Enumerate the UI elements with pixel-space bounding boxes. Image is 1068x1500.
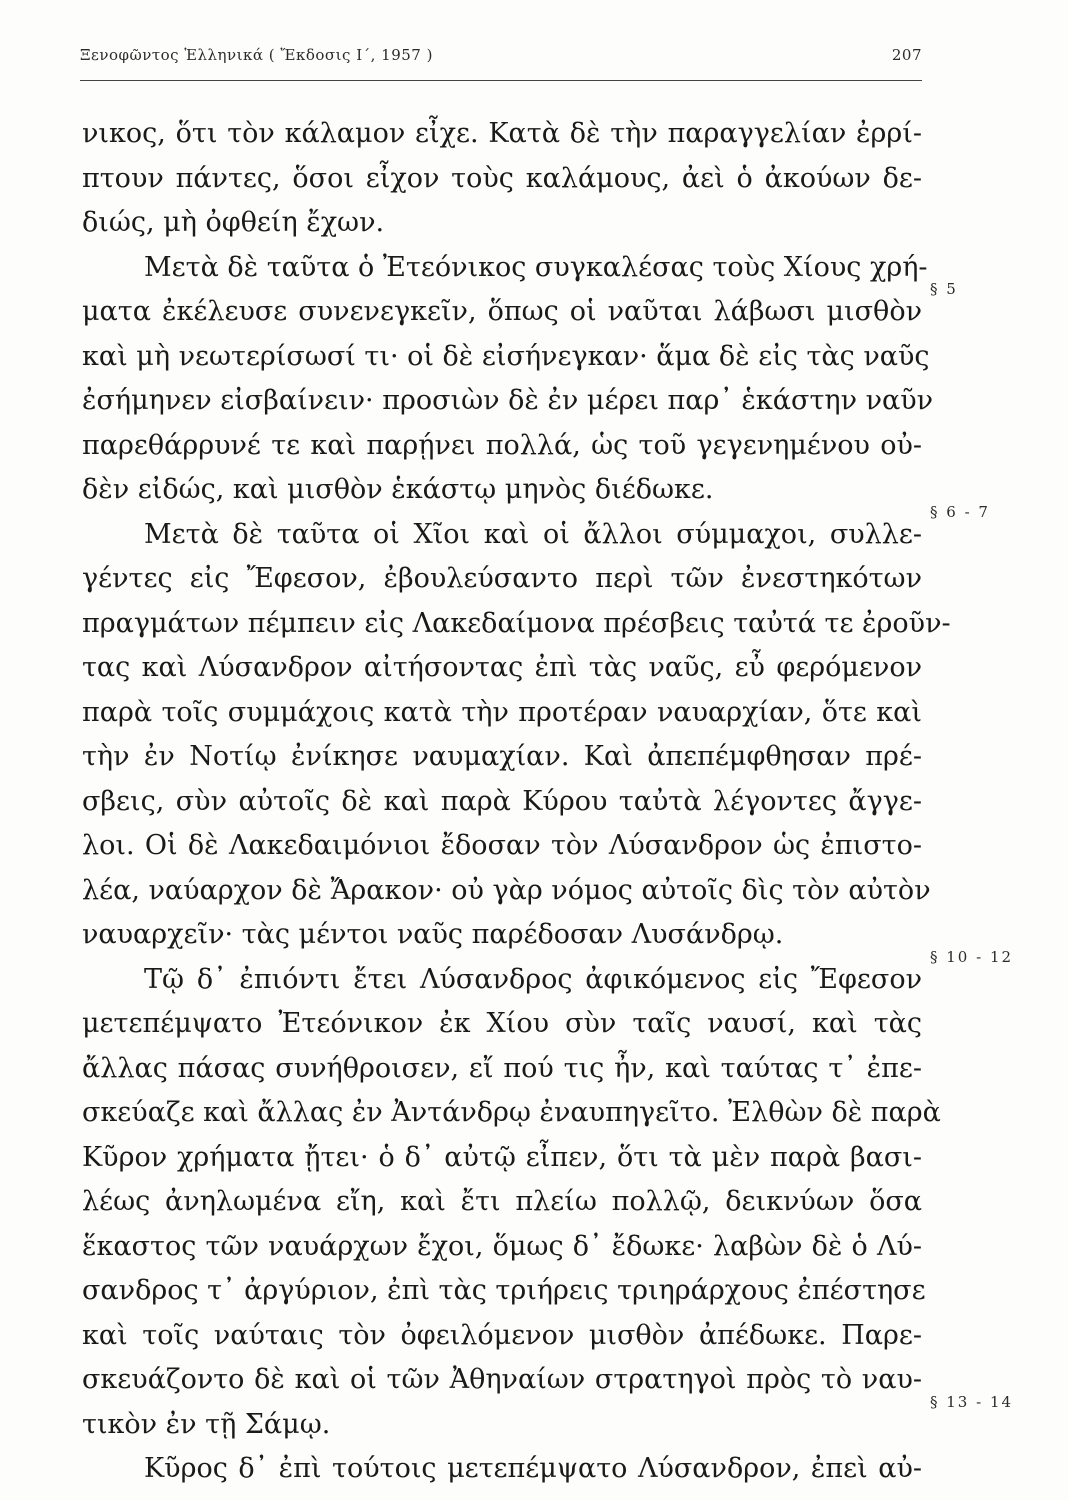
text-line: λέα, ναύαρχον δὲ Ἄρακον· οὐ γὰρ νόμος αὐτοῖς δὶς τὸν αὐτὸν: [82, 874, 931, 906]
text-line: παρεθάρρυνέ τε καὶ παρῄνει πολλά, ὡς τοῦ γεγενημένου οὐ-: [82, 429, 922, 461]
text-line: καὶ μὴ νεωτερίσωσί τι· οἱ δὲ εἰσήνεγκαν· ἅμα δὲ εἰς τὰς ναῦς: [82, 340, 930, 372]
margin-section-ref: § 5: [930, 280, 958, 298]
running-head: [80, 46, 922, 76]
text-line: λοι. Οἱ δὲ Λακεδαιμόνιοι ἔδοσαν τὸν Λύσανδρον ὡς ἐπιστο-: [82, 830, 922, 861]
text-line: τικὸν ἐν τῇ Σάμῳ.: [82, 1408, 331, 1440]
margin-section-ref: § 6 - 7: [930, 503, 990, 521]
text-line: Μετὰ δὲ ταῦτα ὁ Ἐτεόνικος συγκαλέσας τοὺς Χίους χρή-: [144, 251, 928, 283]
text-line: ἄλλας πάσας συνήθροισεν, εἴ πού τις ἦν, καὶ ταύτας τ᾿ ἐπε-: [82, 1052, 922, 1084]
text-line: σβεις, σὺν αὐτοῖς δὲ καὶ παρὰ Κύρου ταὐτὰ λέγοντες ἄγγε-: [82, 785, 922, 817]
text-line: σανδρος τ᾿ ἀργύριον, ἐπὶ τὰς τριήρεις τριηράρχους ἐπέστησε: [82, 1275, 926, 1306]
text-line: διώς, μὴ ὀφθείη ἔχων.: [82, 207, 385, 238]
text-line: ναυαρχεῖν· τὰς μέντοι ναῦς παρέδοσαν Λυσάνδρῳ.: [82, 919, 784, 950]
text-line: πραγμάτων πέμπειν εἰς Λακεδαίμονα πρέσβεις ταὐτά τε ἐροῦν-: [82, 607, 951, 639]
text-line: ἕκαστος τῶν ναυάρχων ἔχοι, ὅμως δ᾿ ἔδωκε· λαβὼν δὲ ὁ Λύ-: [82, 1230, 922, 1262]
text-line: παρὰ τοῖς συμμάχοις κατὰ τὴν προτέραν ναυαρχίαν, ὅτε καὶ: [82, 696, 922, 728]
body-text: [82, 112, 951, 1492]
text-line: τας καὶ Λύσανδρον αἰτήσοντας ἐπὶ τὰς ναῦς, εὖ φερόμενον: [82, 652, 922, 683]
header-rule: [80, 80, 922, 81]
text-line: σκεύαζε καὶ ἄλλας ἐν Ἀντάνδρῳ ἐναυπηγεῖτο. Ἐλθὼν δὲ παρὰ: [82, 1097, 941, 1128]
text-line: πτουν πάντες, ὅσοι εἶχον τοὺς καλάμους, ἀεὶ ὁ ἀκούων δε-: [82, 162, 922, 194]
text-line: τὴν ἐν Νοτίῳ ἐνίκησε ναυμαχίαν. Καὶ ἀπεπέμφθησαν πρέ-: [82, 741, 922, 772]
text-line: σκευάζοντο δὲ καὶ οἱ τῶν Ἀθηναίων στρατηγοὶ πρὸς τὸ ναυ-: [82, 1364, 922, 1395]
text-line: δὲν εἰδώς, καὶ μισθὸν ἑκάστῳ μηνὸς διέδωκε.: [82, 474, 714, 505]
text-line: νικος, ὅτι τὸν κάλαμον εἶχε. Κατὰ δὲ τὴν παραγγελίαν ἐρρί-: [82, 118, 922, 149]
margin-section-ref: § 10 - 12: [930, 948, 1014, 966]
text-line: ἐσήμηνεν εἰσβαίνειν· προσιὼν δὲ ἐν μέρει παρ᾿ ἑκάστην ναῦν: [82, 385, 934, 416]
text-line: καὶ τοῖς ναύταις τὸν ὀφειλόμενον μισθὸν ἀπέδωκε. Παρε-: [82, 1319, 922, 1351]
text-line: γέντες εἰς Ἔφεσον, ἐβουλεύσαντο περὶ τῶν ἐνεστηκότων: [82, 563, 922, 594]
text-line: μετεπέμψατο Ἐτεόνικον ἐκ Χίου σὺν ταῖς ναυσί, καὶ τὰς: [82, 1008, 922, 1039]
text-line: Τῷ δ᾿ ἐπιόντι ἔτει Λύσανδρος ἀφικόμενος εἰς Ἔφεσον: [144, 963, 922, 995]
page-number: 207: [891, 46, 922, 64]
running-head-title: Ξενοφῶντος Ἑλληνικά ( Ἔκδοσις Ι΄, 1957 ): [80, 46, 433, 64]
margin-section-ref: § 13 - 14: [930, 1393, 1014, 1411]
text-line: ματα ἐκέλευσε συνενεγκεῖν, ὅπως οἱ ναῦται λάβωσι μισθὸν: [82, 296, 922, 327]
text-line: Μετὰ δὲ ταῦτα οἱ Χῖοι καὶ οἱ ἄλλοι σύμμαχοι, συλλε-: [144, 518, 922, 550]
text-line: λέως ἀνηλωμένα εἴη, καὶ ἔτι πλείω πολλῷ, δεικνύων ὅσα: [82, 1186, 922, 1217]
text-line: Κῦρος δ᾿ ἐπὶ τούτοις μετεπέμψατο Λύσανδρον, ἐπεὶ αὐ-: [144, 1453, 922, 1484]
text-line: Κῦρον χρήματα ᾔτει· ὁ δ᾿ αὐτῷ εἶπεν, ὅτι τὰ μὲν παρὰ βασι-: [82, 1141, 922, 1173]
